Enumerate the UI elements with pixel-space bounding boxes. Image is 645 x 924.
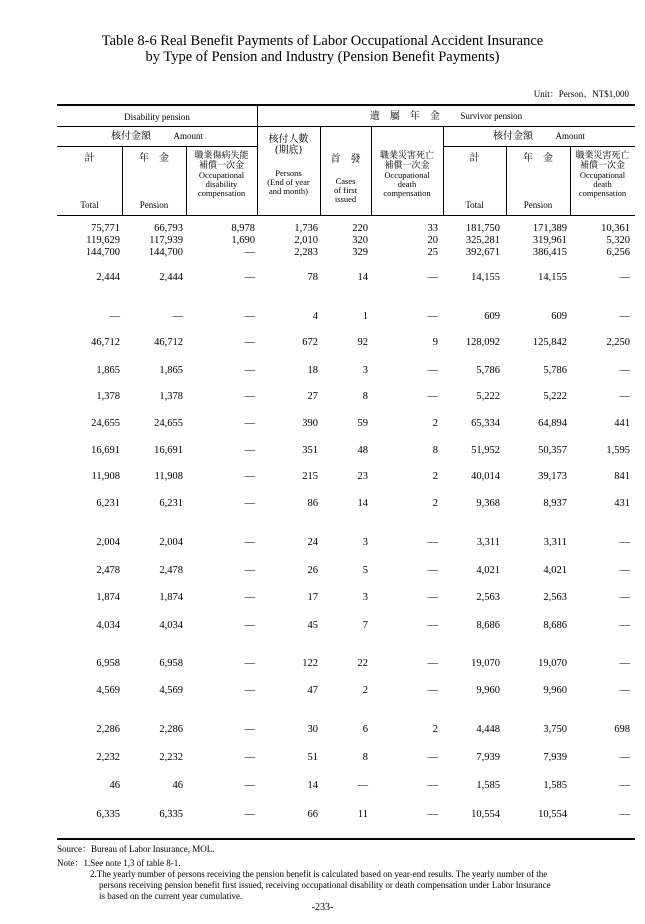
table-cell: — — [244, 685, 255, 696]
table-cell: 4,569 — [159, 685, 183, 696]
header-total-survivor: 計 Total — [465, 153, 484, 210]
table-cell: — — [427, 311, 438, 322]
table-cell: 46 — [172, 780, 183, 791]
table-cell: 2,232 — [159, 752, 183, 763]
table-title-line-2: by Type of Pension and Industry (Pension Benefit Payments) — [145, 49, 500, 65]
header-death-compensation: 職業災害死亡 補償一次金 Occupational death compensation — [379, 151, 434, 198]
table-cell: 6,256 — [606, 247, 630, 258]
table-cell: 9,960 — [543, 685, 567, 696]
table-cell: — — [619, 620, 630, 631]
table-cell: — — [244, 311, 255, 322]
table-cell: 45 — [307, 620, 318, 631]
table-cell: 7 — [362, 620, 368, 631]
table-cell: 11,908 — [91, 471, 120, 482]
table-cell: 48 — [357, 445, 368, 456]
table-row — [0, 310, 645, 323]
table-cell: 4 — [312, 311, 318, 322]
table-cell: — — [244, 272, 255, 283]
table-cell: 1,378 — [96, 391, 120, 402]
table-cell: 10,554 — [538, 809, 567, 820]
table-cell: 11 — [357, 809, 368, 820]
table-cell: — — [619, 537, 630, 548]
table-cell: 2,250 — [606, 337, 630, 348]
table-cell: 3 — [362, 537, 368, 548]
table-cell: 1,865 — [96, 365, 120, 376]
table-cell: 5,222 — [543, 391, 567, 402]
table-row — [0, 657, 645, 670]
table-cell: 390 — [302, 418, 318, 429]
table-cell: — — [619, 272, 630, 283]
table-cell: 122 — [302, 658, 318, 669]
table-cell: — — [244, 809, 255, 820]
table-cell: — — [619, 685, 630, 696]
table-cell: — — [244, 337, 255, 348]
table-cell: — — [427, 780, 438, 791]
header-survivor-zh: 遺 屬 年 金 — [369, 111, 440, 122]
table-cell: 215 — [302, 471, 318, 482]
table-cell: 4,021 — [476, 565, 500, 576]
unit-label: Unit：Person、NT$1,000 — [533, 89, 629, 99]
table-cell: 22 — [357, 658, 368, 669]
table-cell: 14,155 — [538, 272, 567, 283]
table-cell: 2,283 — [294, 247, 318, 258]
table-cell: 5,222 — [476, 391, 500, 402]
table-cell: 1,585 — [543, 780, 567, 791]
table-row — [0, 779, 645, 792]
table-cell: 10,554 — [471, 809, 500, 820]
table-cell: 51,952 — [471, 445, 500, 456]
table-cell: 65,334 — [471, 418, 500, 429]
table-cell: 5,320 — [606, 235, 630, 246]
table-cell: 46,712 — [91, 337, 120, 348]
header-disability-compensation: 職業傷病失能 補償一次金 Occupational disability compensation — [194, 151, 249, 198]
table-cell: — — [244, 658, 255, 669]
table-cell: — — [172, 311, 183, 322]
table-cell: 24,655 — [154, 418, 183, 429]
table-cell: 4,448 — [476, 724, 500, 735]
table-cell: 6,231 — [159, 498, 183, 509]
table-cell: 1,865 — [159, 365, 183, 376]
table-cell: 8,686 — [476, 620, 500, 631]
table-cell: — — [244, 391, 255, 402]
table-cell: 171,389 — [532, 223, 567, 234]
header-pension-disability: 年 金 Pension — [139, 153, 169, 210]
table-row — [0, 271, 645, 284]
table-cell: 9 — [432, 337, 438, 348]
table-cell: — — [244, 724, 255, 735]
table-cell: 33 — [427, 223, 438, 234]
table-cell: 16,691 — [154, 445, 183, 456]
table-cell: 2,563 — [476, 592, 500, 603]
table-cell: 51 — [307, 752, 318, 763]
table-row — [0, 390, 645, 403]
table-cell: 609 — [484, 311, 500, 322]
table-cell: 20 — [427, 235, 438, 246]
table-cell: 86 — [307, 498, 318, 509]
table-cell: — — [244, 365, 255, 376]
table-cell: 2,004 — [159, 537, 183, 548]
table-row — [0, 564, 645, 577]
table-cell: 2,478 — [96, 565, 120, 576]
table-cell: 8,978 — [231, 223, 255, 234]
table-cell: 1,585 — [476, 780, 500, 791]
table-cell: 1,736 — [294, 223, 318, 234]
header-survivor-en: Survivor pension — [460, 111, 523, 121]
table-row — [0, 591, 645, 604]
table-cell: 18 — [307, 365, 318, 376]
table-cell: 14,155 — [471, 272, 500, 283]
table-cell: 8 — [362, 391, 368, 402]
table-cell: 119,629 — [86, 235, 120, 246]
table-cell: 2 — [432, 724, 438, 735]
table-cell: — — [244, 537, 255, 548]
table-cell: 26 — [307, 565, 318, 576]
table-cell: — — [619, 391, 630, 402]
table-cell: — — [244, 620, 255, 631]
table-cell: 46,712 — [154, 337, 183, 348]
table-cell: — — [619, 752, 630, 763]
table-cell: — — [427, 365, 438, 376]
table-cell: 144,700 — [148, 247, 183, 258]
table-title-line-1: Table 8-6 Real Benefit Payments of Labor Occupational Accident Insurance — [101, 33, 544, 49]
table-cell: 128,092 — [465, 337, 500, 348]
table-cell: — — [619, 809, 630, 820]
table-row — [0, 684, 645, 697]
table-cell: — — [244, 247, 255, 258]
table-cell: 2 — [432, 471, 438, 482]
table-cell: 220 — [352, 223, 368, 234]
table-cell: 92 — [357, 337, 368, 348]
table-cell: 2,444 — [159, 272, 183, 283]
table-cell: 3 — [362, 365, 368, 376]
table-cell: 3,311 — [476, 537, 500, 548]
table-cell: 46 — [109, 780, 120, 791]
note-2-line-1: 2.The yearly number of persons receiving the pension benefit is calculated based on year-end results. The yearly number of the — [90, 869, 548, 879]
header-pension-survivor: 年 金 Pension — [523, 153, 553, 210]
table-cell: 3 — [362, 592, 368, 603]
note-1: Note：1.See note 1,3 of table 8-1. — [57, 858, 181, 868]
table-cell: 351 — [302, 445, 318, 456]
table-cell: — — [619, 658, 630, 669]
table-cell: 2,232 — [96, 752, 120, 763]
note-2-line-3: is based on the current year cumulative. — [99, 891, 243, 901]
table-cell: 4,021 — [543, 565, 567, 576]
table-cell: — — [244, 752, 255, 763]
table-cell: 6,231 — [96, 498, 120, 509]
table-cell: 8 — [362, 752, 368, 763]
table-cell: 64,894 — [538, 418, 567, 429]
table-cell: — — [427, 272, 438, 283]
table-cell: 2 — [432, 418, 438, 429]
table-cell: — — [427, 752, 438, 763]
table-cell: 181,750 — [465, 223, 500, 234]
table-cell: 5 — [362, 565, 368, 576]
table-cell: 2 — [432, 498, 438, 509]
table-cell: 698 — [614, 724, 630, 735]
table-cell: 19,070 — [538, 658, 567, 669]
header-persons: 核付人數 (期底) Persons (End of year and month) — [267, 134, 310, 196]
header-first-issued: 首 發 Cases of first issued — [330, 154, 361, 204]
table-cell: 78 — [307, 272, 318, 283]
table-cell: 7,939 — [543, 752, 567, 763]
table-cell: 5,786 — [543, 365, 567, 376]
table-cell: 14 — [307, 780, 318, 791]
table-cell: 25 — [427, 247, 438, 258]
header-death-compensation-survivor: 職業災害死亡 補償一次金 Occupational death compensation — [575, 151, 630, 198]
table-cell: — — [619, 311, 630, 322]
table-cell: 2,286 — [96, 724, 120, 735]
table-cell: — — [244, 498, 255, 509]
table-cell: — — [244, 780, 255, 791]
source-note: Source：Bureau of Labor Insurance, MOL. — [57, 844, 215, 854]
table-cell: 75,771 — [91, 223, 120, 234]
table-cell: 2,286 — [159, 724, 183, 735]
table-cell: 47 — [307, 685, 318, 696]
table-cell: 2,478 — [159, 565, 183, 576]
table-cell: 10,361 — [601, 223, 630, 234]
table-row — [0, 536, 645, 549]
table-cell: 14 — [357, 498, 368, 509]
table-cell: 1,874 — [159, 592, 183, 603]
table-cell: 6,335 — [96, 809, 120, 820]
table-cell: 16,691 — [91, 445, 120, 456]
table-cell: 1 — [362, 311, 368, 322]
table-cell: 6,958 — [96, 658, 120, 669]
table-row — [0, 336, 645, 349]
table-cell: 2,563 — [543, 592, 567, 603]
table-row — [0, 444, 645, 457]
table-cell: — — [244, 445, 255, 456]
table-cell: 431 — [614, 498, 630, 509]
table-cell: 144,700 — [85, 247, 120, 258]
table-cell: 11,908 — [154, 471, 183, 482]
table-cell: 8,937 — [543, 498, 567, 509]
table-cell: 329 — [352, 247, 368, 258]
table-row — [0, 417, 645, 430]
table-row — [0, 497, 645, 510]
table-cell: — — [244, 565, 255, 576]
table-cell: 24,655 — [91, 418, 120, 429]
table-cell: — — [619, 365, 630, 376]
table-row — [0, 723, 645, 736]
table-cell: — — [619, 592, 630, 603]
table-cell: 30 — [307, 724, 318, 735]
page-number: -233- — [311, 902, 334, 913]
table-cell: 17 — [307, 592, 318, 603]
table-cell: — — [357, 780, 368, 791]
table-cell: — — [109, 311, 120, 322]
table-cell: 6,958 — [159, 658, 183, 669]
note-2-line-2: persons receiving pension benefit first issued, receiving occupational disability or death compensation under Labor Insurance — [99, 880, 551, 890]
table-cell: 19,070 — [471, 658, 500, 669]
table-cell: — — [244, 471, 255, 482]
table-cell: — — [427, 685, 438, 696]
table-cell: 2 — [362, 685, 368, 696]
header-amount-right: 核付金額 Amount — [492, 131, 585, 142]
table-cell: 125,842 — [532, 337, 567, 348]
table-cell: — — [619, 780, 630, 791]
table-cell: 1,874 — [96, 592, 120, 603]
table-cell: 6,335 — [159, 809, 183, 820]
table-row — [0, 619, 645, 632]
table-row — [0, 470, 645, 483]
header-disability-pension: Disability pension — [124, 112, 190, 122]
header-total-disability: 計 Total — [80, 153, 99, 210]
table-cell: 392,671 — [465, 247, 500, 258]
table-cell: 841 — [614, 471, 630, 482]
table-cell: 2,004 — [96, 537, 120, 548]
table-cell: — — [427, 620, 438, 631]
table-cell: 4,034 — [96, 620, 120, 631]
table-row — [0, 364, 645, 377]
table-cell: 4,569 — [96, 685, 120, 696]
table-cell: 2,010 — [294, 235, 318, 246]
table-cell: 325,281 — [465, 235, 500, 246]
table-cell: — — [427, 391, 438, 402]
table-cell: 3,311 — [543, 537, 567, 548]
table-cell: 386,415 — [532, 247, 567, 258]
table-row — [0, 246, 645, 259]
table-cell: 7,939 — [476, 752, 500, 763]
table-cell: 66 — [307, 809, 318, 820]
table-cell: — — [427, 809, 438, 820]
table-cell: — — [427, 537, 438, 548]
table-cell: — — [427, 592, 438, 603]
table-cell: 27 — [307, 391, 318, 402]
table-cell: 40,014 — [471, 471, 500, 482]
table-cell: — — [427, 658, 438, 669]
table-cell: — — [244, 418, 255, 429]
table-row — [0, 808, 645, 821]
table-cell: 39,173 — [538, 471, 567, 482]
table-cell: 441 — [614, 418, 630, 429]
table-cell: — — [619, 565, 630, 576]
table-cell: 2,444 — [96, 272, 120, 283]
table-cell: 3,750 — [543, 724, 567, 735]
table-cell: 4,034 — [159, 620, 183, 631]
table-cell: 609 — [551, 311, 567, 322]
table-cell: 1,595 — [606, 445, 630, 456]
table-cell: 59 — [357, 418, 368, 429]
table-cell: 320 — [352, 235, 368, 246]
table-row — [0, 751, 645, 764]
table-cell: — — [244, 592, 255, 603]
table-cell: 117,939 — [149, 235, 183, 246]
table-cell: 6 — [362, 724, 368, 735]
table-cell: 5,786 — [476, 365, 500, 376]
header-amount-left: 核付金額 Amount — [110, 131, 203, 142]
table-cell: 23 — [357, 471, 368, 482]
table-cell: 24 — [307, 537, 318, 548]
table-cell: 66,793 — [154, 223, 183, 234]
table-cell: 672 — [302, 337, 318, 348]
table-cell: 9,960 — [476, 685, 500, 696]
table-cell: 8 — [432, 445, 438, 456]
table-cell: 319,961 — [532, 235, 567, 246]
table-cell: 50,357 — [538, 445, 567, 456]
rule — [57, 838, 635, 840]
table-cell: 8,686 — [543, 620, 567, 631]
table-cell: 1,690 — [231, 235, 255, 246]
table-cell: 9,368 — [476, 498, 500, 509]
table-cell: — — [427, 565, 438, 576]
table-cell: 1,378 — [159, 391, 183, 402]
table-cell: 14 — [357, 272, 368, 283]
